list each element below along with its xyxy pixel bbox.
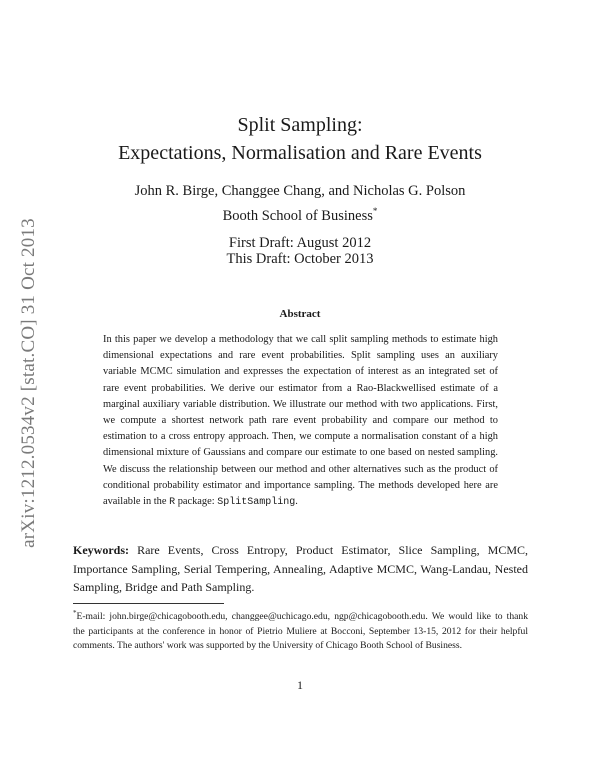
footnote xyxy=(73,606,528,654)
affiliation-name: Booth School of Business xyxy=(222,207,373,224)
footnote-divider xyxy=(73,603,224,604)
affiliation-footnote-mark: * xyxy=(372,206,378,216)
keywords-label: Keywords: xyxy=(73,543,129,557)
abstract-heading: Abstract xyxy=(279,308,321,320)
abstract-text-middle: package: xyxy=(175,496,218,508)
affiliation xyxy=(0,201,600,226)
this-draft-date: This Draft: October 2013 xyxy=(226,251,374,267)
footnote-text: E-mail: john.birge@chicagobooth.edu, changgee@uchicago.edu, ngp@chicagobooth.edu. We would like to thank the participants at the conference in honor of Pietrio Muliere at Bocconi, September 13-15, 2012 for their helpful comments. The authors' work was supported by the University of Chicago Booth School of Business. xyxy=(73,611,528,652)
page-number: 1 xyxy=(297,678,303,692)
footnote-mark: * xyxy=(73,609,77,617)
paper-title-line-1: Split Sampling: xyxy=(237,114,363,136)
author-list: John R. Birge, Changgee Chang, and Nicholas G. Polson xyxy=(134,183,466,199)
abstract-body xyxy=(103,332,498,511)
package-name: SplitSampling xyxy=(217,497,296,509)
arxiv-identifier-stamp: arXiv:1212.0534v2 [stat.CO] 31 Oct 2013 xyxy=(18,218,39,548)
keywords-list: Rare Events, Cross Entropy, Product Estimator, Slice Sampling, MCMC, Importance Sampling, Serial Tempering, Annealing, Adaptive MCMC, Wang-Landau, Nested Sampling, Bridge and Path Sampling. xyxy=(73,543,528,594)
r-language-name: R xyxy=(169,497,176,509)
abstract-text-end: . xyxy=(295,496,298,508)
first-draft-date: First Draft: August 2012 xyxy=(228,235,372,251)
paper-title-line-2: Expectations, Normalisation and Rare Events xyxy=(118,142,482,164)
abstract-text: In this paper we develop a methodology that we call split sampling methods to estimate high dimensional expectations and rare event probabilities. Split sampling uses an auxiliary variable MCMC simulation and expresses the expectation of interest as an integrated set of rare event probabilities. We derive our estimator from a Rao-Blackwellised estimate of a marginal auxiliary variable distribution. We illustrate our method with two applications. First, we compute a shortest network path rare event probability and compare our method to estimation to a cross entropy approach. Then, we compute a normalisation constant of a high dimensional mixture of Gaussians and compare our estimate to one based on nested sampling. We discuss the relationship between our method and other alternatives such as the product of conditional probability estimator and importance sampling. The methods developed here are available in the xyxy=(103,334,498,508)
keywords-paragraph xyxy=(73,541,528,597)
